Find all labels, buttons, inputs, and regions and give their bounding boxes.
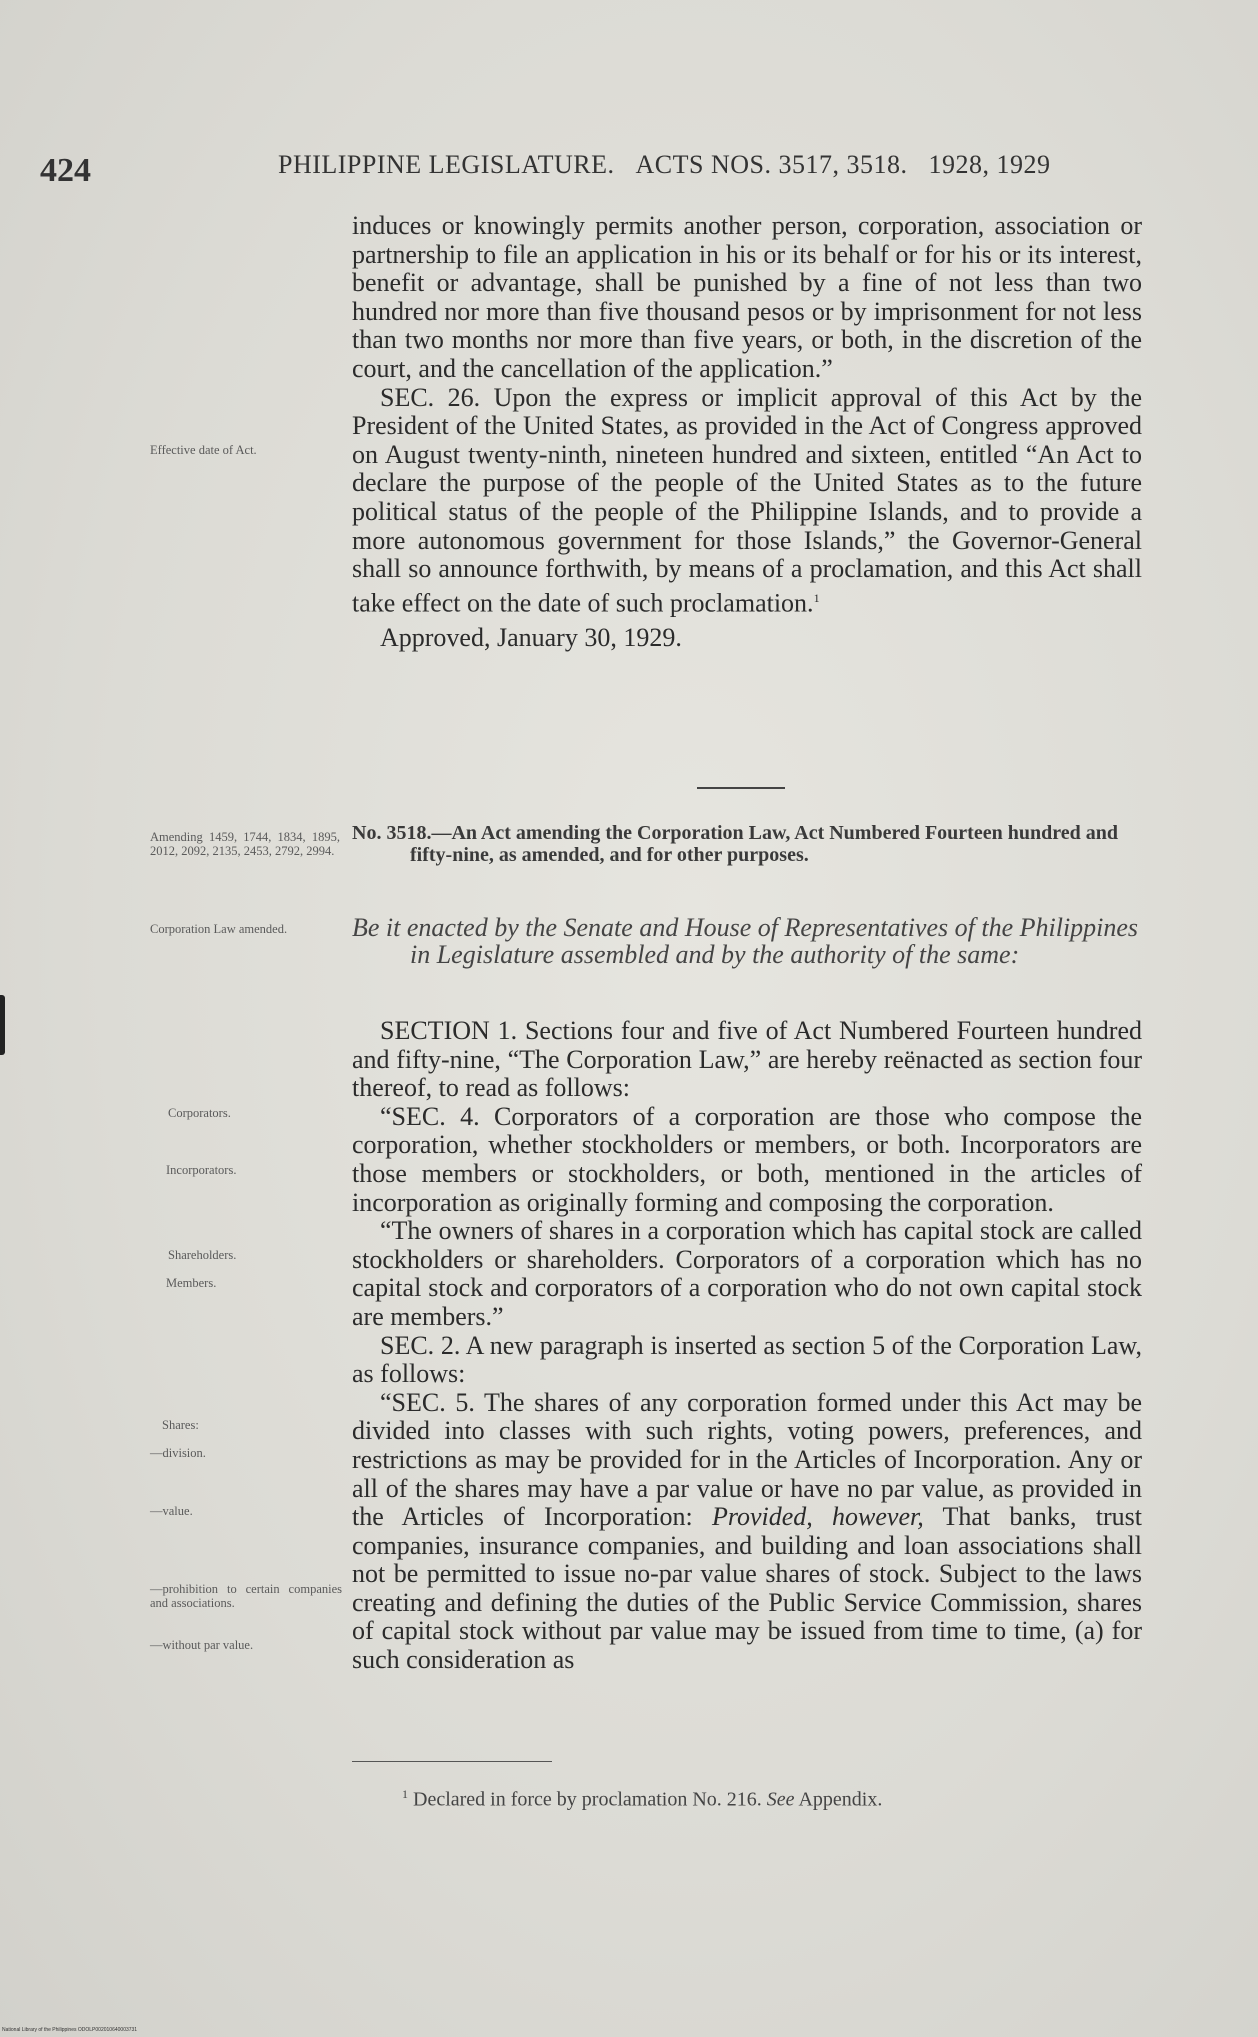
footnote-marker: 1 — [402, 1787, 408, 1801]
footnote-text: Declared in force by proclamation No. 216. — [413, 1788, 762, 1811]
footnote-reference: 1 — [813, 590, 820, 605]
running-title: PHILIPPINE LEGISLATURE. — [278, 150, 615, 179]
continuation-paragraph: induces or knowingly permits another person, corporation, association or partnership to file an application in his or its behalf or for his or its interest, benefit or advantage, shall be punished by a fine of not less than two hundred nor more than five thousand pesos or by imprisonment for not less than two months nor more than five years, or both, in the discretion of the court, and the cancellation of the application.” — [352, 211, 1142, 383]
page-number: 424 — [40, 152, 91, 189]
section-26-paragraph — [352, 384, 1142, 618]
section-26-block — [352, 212, 1142, 653]
margin-note-effective-date: Effective date of Act. — [150, 443, 257, 457]
margin-note-shareholders: Shareholders. — [168, 1248, 237, 1262]
owners-paragraph: “The owners of shares in a corporation which has capital stock are called stockholders or shareholders. Corporators of a corporation which has no capital stock and corporators of a corporation who do not own capital stock are members.” — [352, 1216, 1142, 1331]
footnote-see: See — [766, 1788, 795, 1811]
section-26-text: Upon the express or implicit approval of this Act by the President of the United States, as provided in the Act of Congress approved on August twenty-ninth, nineteen hundred and sixteen, entitled “An Act to declare the purpose of the people of the United States as to the future political status of the people of the Philippine Islands, and to provide a more autonomous government for those Islands,” the Governor-General shall so announce forthwith, by means of a proclamation, and this Act shall take effect on the date of such proclamation. — [352, 382, 1143, 618]
act-heading — [352, 822, 1142, 866]
section-1-block — [352, 1017, 1142, 1675]
footnote-rule — [352, 1761, 552, 1762]
section-2-paragraph: SEC. 2. A new paragraph is inserted as section 5 of the Corporation Law, as follows: — [352, 1330, 1142, 1389]
margin-note-prohibition: —prohibition to certain companies and associations. — [150, 1582, 342, 1610]
section-5-proviso: Provided, however, — [711, 1502, 924, 1532]
approval-line: Approved, January 30, 1929. — [380, 622, 682, 652]
section-5-text-a: “SEC. 5. The shares of any corporation formed under this Act may be divided into classes with such rights, voting powers, preferences, and restrictions as may be provided for in the Articles of Incorporation. Any or all of the shares may have a par value or have no par value, as provided in the Articles of Incorporation: — [352, 1387, 1142, 1532]
enacting-clause-text: Be it enacted by the Senate and House of Representatives of the Philippines in Legislature assembled and by the authority of the same: — [352, 913, 1139, 969]
section-1-label: SECTION 1. — [380, 1016, 518, 1045]
margin-note-shares: Shares: — [162, 1418, 199, 1432]
section-4-paragraph: “SEC. 4. Corporators of a corporation are those who compose the corporation, whether stockholders or members, or both. Incorporators are those members or stockholders, or both, mentioned in the articles of incorporation as originally forming and composing the corporation. — [352, 1101, 1142, 1217]
scan-edge-mark — [0, 995, 5, 1055]
margin-note-division: —division. — [150, 1446, 206, 1460]
margin-note-corporators: Corporators. — [168, 1106, 231, 1120]
running-acts: ACTS NOS. 3517, 3518. — [635, 150, 908, 179]
section-divider — [697, 787, 785, 789]
section-1-text: Sections four and five of Act Numbered Fourteen hundred and fifty-nine, “The Corporation Law,” are hereby reënacted as section four thereof, to read as follows: — [352, 1016, 1143, 1103]
act-heading-text: No. 3518.—An Act amending the Corporation Law, Act Numbered Fourteen hundred and fifty-nine, as amended, and for other purposes. — [352, 822, 1118, 866]
section-26-label: SEC. 26. — [380, 382, 481, 412]
margin-note-amending: Amending 1459, 1744, 1834, 1895, 2012, 2092, 2135, 2453, 2792, 2994. — [150, 830, 340, 858]
section-1-paragraph — [352, 1017, 1142, 1103]
footnote — [402, 1787, 882, 1812]
margin-note-members: Members. — [166, 1276, 217, 1290]
library-watermark: National Library of the Philippines ODOLP002010640003731 — [2, 2027, 138, 2033]
enacting-clause — [352, 914, 1142, 968]
margin-note-corporation-law: Corporation Law amended. — [150, 922, 288, 936]
section-5-paragraph — [352, 1389, 1142, 1675]
margin-note-incorporators: Incorporators. — [166, 1163, 237, 1177]
running-head — [278, 150, 1050, 180]
margin-note-value: —value. — [150, 1504, 193, 1518]
running-years: 1928, 1929 — [928, 150, 1051, 179]
footnote-appendix: Appendix. — [798, 1788, 883, 1811]
margin-note-without-par: —without par value. — [150, 1638, 254, 1652]
section-5-text-b: That banks, trust companies, insurance companies, and building and loan associations shall not be permitted to issue no-par value shares of stock. Subject to the laws creating and defining the duties of the Public Service Commission, shares of capital stock without par value may be issued from time to time, (a) for such consideration as — [352, 1502, 1142, 1675]
